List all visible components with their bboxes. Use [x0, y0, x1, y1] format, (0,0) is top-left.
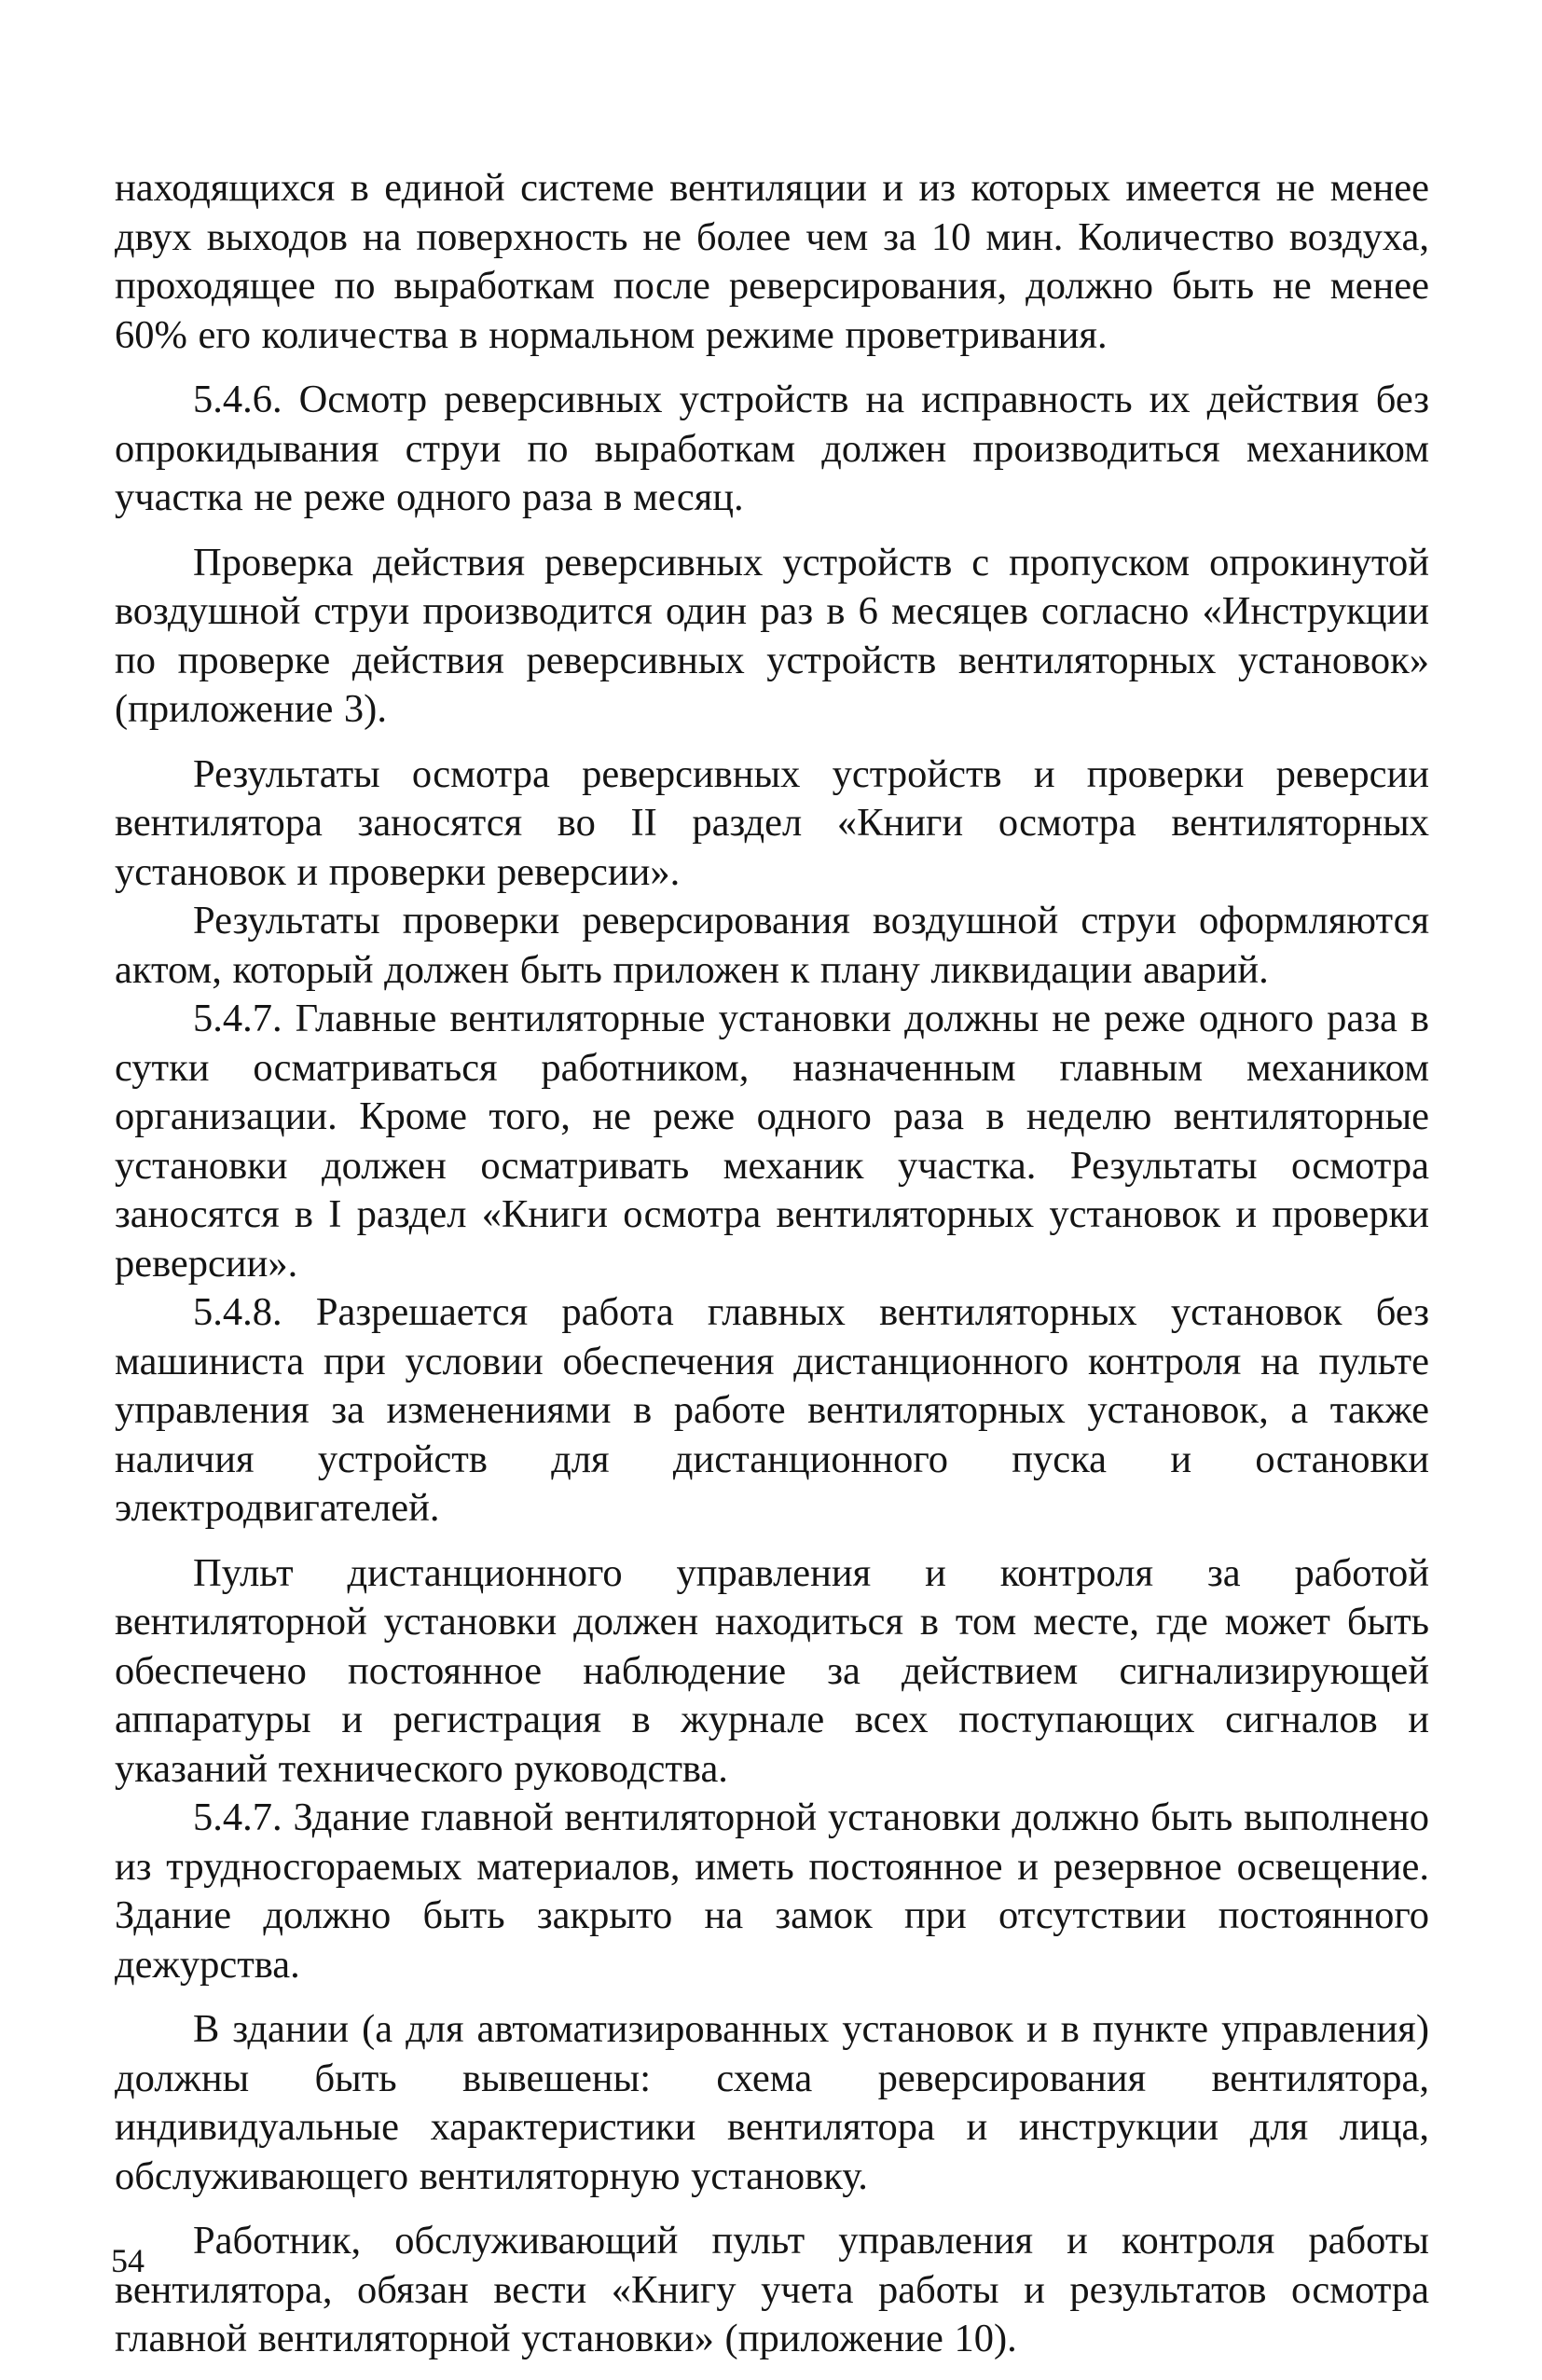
paragraph-operator-logbook: Работник, обслуживающий пульт управления и контроля работы вентилятора, обязан вести «Книгу учета работы и результатов осмотра главной вентиляторной установки» (приложение 10).: [115, 2219, 1429, 2360]
page-number: 54: [111, 2242, 145, 2279]
paragraph-control-panel: Пульт дистанционного управления и контроля за работой вентиляторной установки должен находиться в том месте, где может быть обеспечено постоянное наблюдение за действием сигнализирующей аппаратуры и регистрация в журнале всех поступающих сигналов и указаний технического руководства.: [115, 1550, 1429, 1791]
paragraph-5-4-6-inspection: 5.4.6. Осмотр реверсивных устройств на исправность их действия без опрокидывания струи по выработкам должен производиться механиком участка не реже одного раза в месяц.: [115, 378, 1429, 519]
paragraph-reversal-check: Проверка действия реверсивных устройств с пропуском опрокинутой воздушной струи производится один раз в 6 месяцев согласно «Инструкции по проверке действия реверсивных устройств вентиляторных установок» (приложение 3).: [115, 540, 1429, 731]
paragraph-posted-schemes: В здании (а для автоматизированных установок и в пункте управления) должны быть вывешены: схема реверсирования вентилятора, индивидуальные характеристики вентилятора и инструкции для лица, обслуживающего вентиляторную установку.: [115, 2007, 1429, 2198]
paragraph-reversal-act: Результаты проверки реверсирования воздушной струи оформляются актом, который должен быть приложен к плану ликвидации аварий.: [115, 899, 1429, 992]
document-body: [115, 164, 1429, 2380]
paragraph-5-4-8-remote-operation: 5.4.8. Разрешается работа главных вентиляторных установок без машиниста при условии обеспечения дистанционного контроля на пульте управления за изменениями в работе вентиляторных установок, а также наличия устройств для дистанционного пуска и остановки электродвигателей.: [115, 1290, 1429, 1530]
paragraph-ventilation-exits: находящихся в единой системе вентиляции и из которых имеется не менее двух выходов на поверхность не более чем за 10 мин. Количество воздуха, проходящее по выработкам после реверсирования, должно быть не менее 60% его количества в нормальном режиме проветривания.: [115, 166, 1429, 357]
paragraph-5-4-7-building: 5.4.7. Здание главной вентиляторной установки должно быть выполнено из трудносгораемых материалов, иметь постоянное и резервное освещение. Здание должно быть закрыто на замок при отсутствии постоянного дежурства.: [115, 1795, 1429, 1987]
paragraph-inspection-results: Результаты осмотра реверсивных устройств и проверки реверсии вентилятора заносятся во II раздел «Книги осмотра вентиляторных установок и проверки реверсии».: [115, 751, 1429, 894]
paragraph-5-4-7-main-units: 5.4.7. Главные вентиляторные установки должны не реже одного раза в сутки осматриваться работником, назначенным главным механиком организации. Кроме того, не реже одного раза в неделю вентиляторные установки должен осматривать механик участка. Результаты осмотра заносятся в I раздел «Книги осмотра вентиляторных установок и проверки реверсии».: [115, 997, 1429, 1286]
